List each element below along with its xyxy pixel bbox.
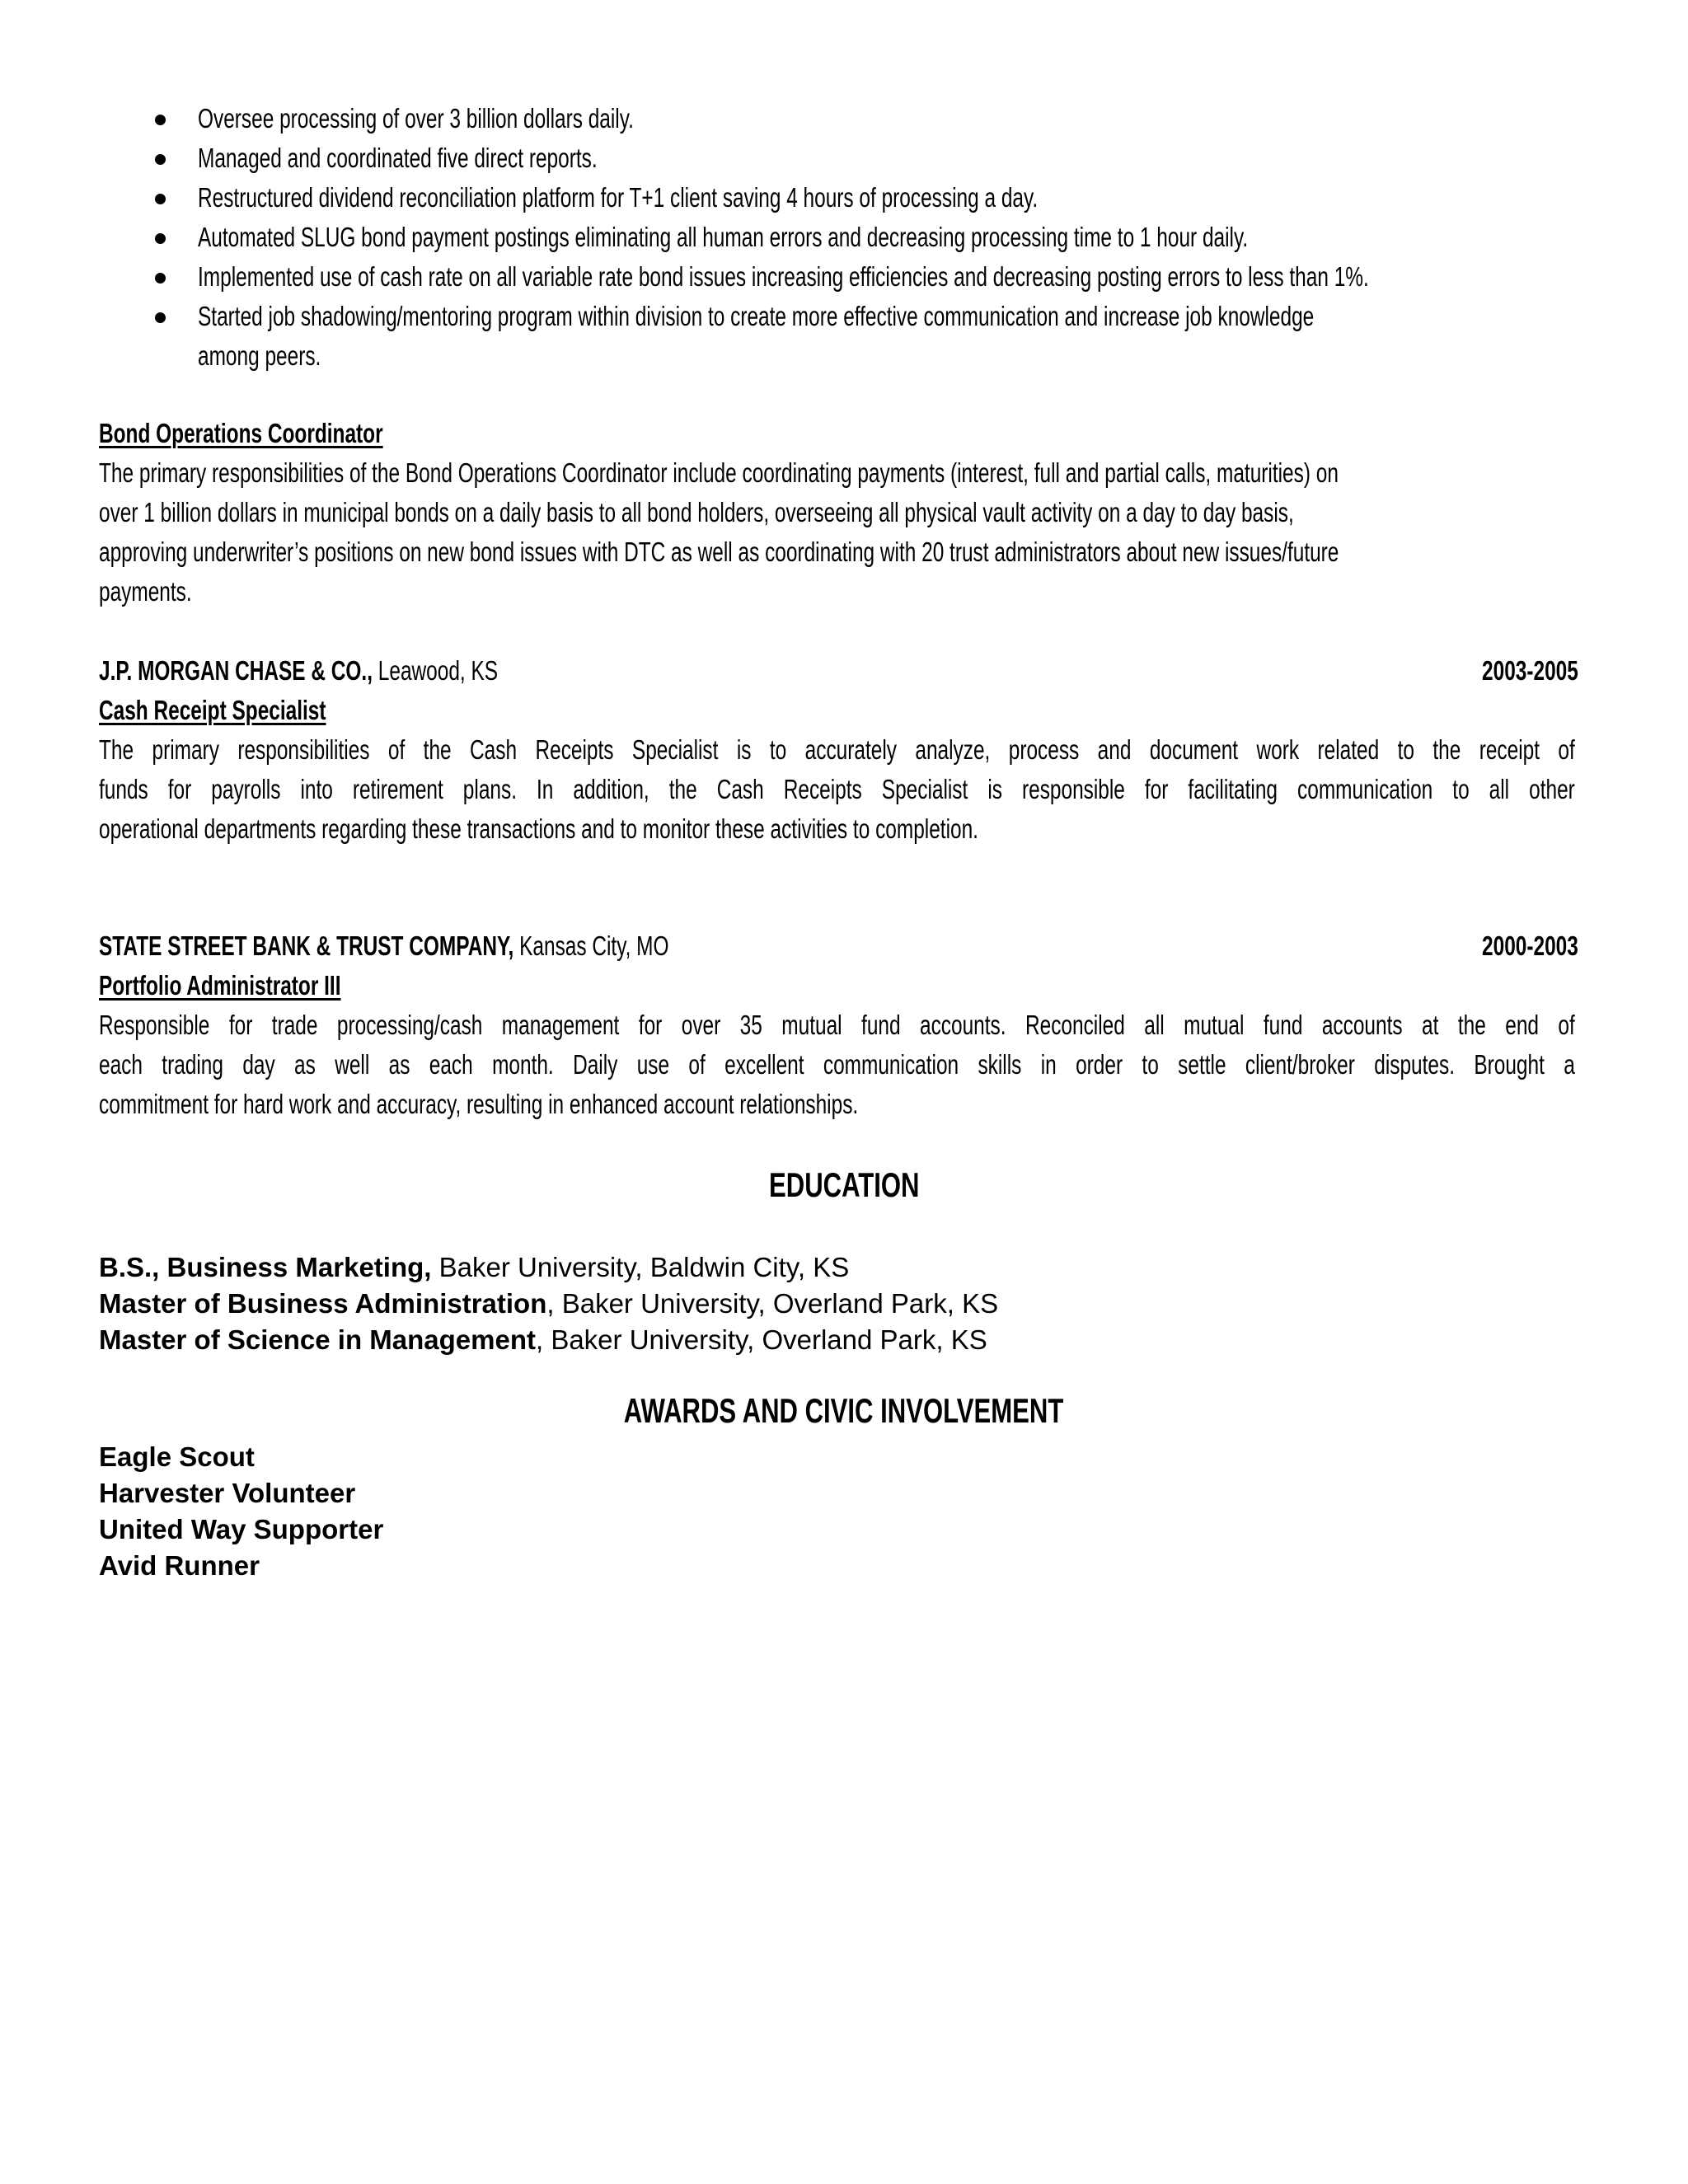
bullet-text: among peers. [198, 340, 321, 371]
education-entry [99, 1286, 998, 1322]
paragraph-line: The primary responsibilities of the Bond Operations Coordinator include coordinating payments (interest, full and partial calls, maturities) on [99, 457, 1339, 488]
bullet-text: Automated SLUG bond payment postings eliminating all human errors and decreasing processing time to 1 hour daily. [198, 222, 1249, 252]
degree-name: B.S., Business Marketing, [99, 1252, 432, 1282]
employer-location: Leawood, KS [372, 655, 499, 686]
bullet-text: Managed and coordinated five direct reports. [198, 143, 598, 173]
list-item [147, 178, 1630, 218]
achievement-bullet-list [147, 99, 1630, 376]
award-item: Eagle Scout [99, 1441, 255, 1472]
paragraph-line: commitment for hard work and accuracy, resulting in enhanced account relationships. [99, 1089, 859, 1119]
paragraph-line: Responsible for trade processing/cash management for over 35 mutual fund accounts. Reconciled all mutual fund accounts at the end of [99, 1010, 1575, 1040]
paragraph-line: approving underwriter’s positions on new bond issues with DTC as well as coordinating with 20 trust administrators about new issues/future [99, 537, 1339, 567]
education-entry [99, 1322, 987, 1358]
degree-name: Master of Business Administration [99, 1288, 547, 1319]
bullet-text: Restructured dividend reconciliation platform for T+1 client saving 4 hours of processing a day. [198, 182, 1039, 213]
bond-operations-section [99, 414, 1582, 612]
bullet-text: Oversee processing of over 3 billion dollars daily. [198, 103, 634, 134]
employment-dates: 2000-2003 [1482, 930, 1578, 961]
paragraph-line: The primary responsibilities of the Cash Receipts Specialist is to accurately analyze, process and document work related to the receipt of [99, 734, 1575, 765]
list-item [147, 297, 1630, 336]
job-title: Portfolio Administrator III [99, 970, 341, 1001]
list-item [147, 138, 1630, 178]
bullet-icon [155, 312, 166, 323]
award-item: Harvester Volunteer [99, 1478, 356, 1508]
paragraph-line: operational departments regarding these transactions and to monitor these activities to completion. [99, 813, 978, 844]
degree-institution: , Baker University, Overland Park, KS [535, 1324, 987, 1355]
paragraph-line: each trading day as well as each month. Daily use of excellent communication skills in order to settle client/broker disputes. Brought a [99, 1049, 1575, 1080]
bullet-text: Started job shadowing/mentoring program within division to create more effective communication and increase job knowledge [198, 301, 1315, 331]
list-item [147, 99, 1630, 138]
bullet-icon [155, 115, 166, 125]
awards-heading: AWARDS AND CIVIC INVOLVEMENT [624, 1391, 1064, 1430]
education-heading: EDUCATION [768, 1165, 920, 1204]
list-item-continuation [147, 336, 1630, 376]
degree-institution: Baker University, Baldwin City, KS [431, 1252, 850, 1282]
job-title: Bond Operations Coordinator [99, 418, 383, 448]
bullet-icon [155, 154, 166, 165]
award-item: Avid Runner [99, 1550, 260, 1581]
bullet-text: Implemented use of cash rate on all variable rate bond issues increasing efficiencies and decreasing posting errors to less than 1%. [198, 261, 1369, 292]
degree-name: Master of Science in Management [99, 1324, 536, 1355]
paragraph-line: payments. [99, 576, 192, 607]
employer-row-jpmorgan [99, 651, 1578, 691]
bullet-icon [155, 273, 166, 284]
bullet-icon [155, 194, 166, 204]
employer-row-statestreet [99, 926, 1578, 966]
employer-name: STATE STREET BANK & TRUST COMPANY, [99, 930, 514, 961]
list-item [147, 218, 1630, 257]
bullet-icon [155, 233, 166, 244]
paragraph-line: funds for payrolls into retirement plans. In addition, the Cash Receipts Specialist is responsible for facilitating communication to all other [99, 774, 1575, 804]
employment-dates: 2003-2005 [1482, 655, 1578, 686]
jpmorgan-section [99, 691, 1582, 849]
education-entry [99, 1249, 849, 1286]
employer-location: Kansas City, MO [513, 930, 669, 961]
degree-institution: , Baker University, Overland Park, KS [546, 1288, 999, 1319]
employer-name: J.P. MORGAN CHASE & CO., [99, 655, 373, 686]
statestreet-section [99, 966, 1582, 1124]
paragraph-line: over 1 billion dollars in municipal bonds on a daily basis to all bond holders, overseeing all physical vault activity on a day to day basis, [99, 497, 1294, 527]
job-title: Cash Receipt Specialist [99, 695, 326, 725]
list-item [147, 257, 1630, 297]
award-item: United Way Supporter [99, 1514, 384, 1544]
